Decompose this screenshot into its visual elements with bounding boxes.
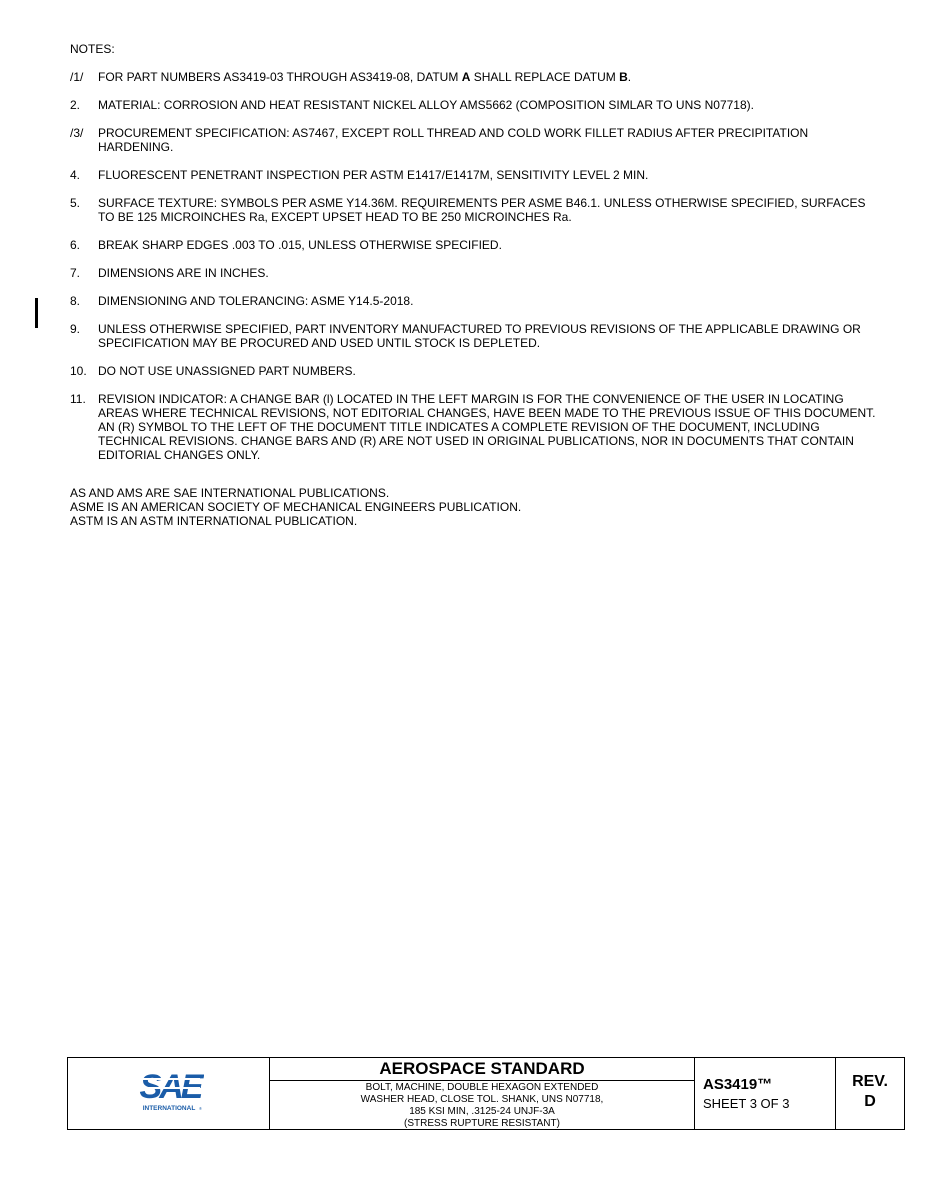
note-text: SURFACE TEXTURE: SYMBOLS PER ASME Y14.36M. REQUIREMENTS PER ASME B46.1. UNLESS OTHERWISE SPECIFIED, SURFACES TO BE 125 MICROINCHES Ra, EXCEPT UPSET HEAD TO BE 250 MICROINCHES Ra. xyxy=(98,196,866,224)
revision-cell xyxy=(836,1058,904,1129)
title-block xyxy=(67,1057,905,1130)
note-item xyxy=(70,238,880,252)
note-item xyxy=(70,196,880,224)
note-text-part: . xyxy=(627,70,632,84)
note-number: 11. xyxy=(70,392,86,406)
note-text: DIMENSIONS ARE IN INCHES. xyxy=(98,266,269,280)
description-line: 185 KSI MIN, .3125-24 UNJF-3A xyxy=(409,1106,555,1117)
note-item xyxy=(70,364,880,378)
sheet-number: SHEET 3 OF 3 xyxy=(703,1096,790,1111)
change-bar xyxy=(35,298,38,328)
note-number: 9. xyxy=(70,322,81,336)
note-number: 8. xyxy=(70,294,81,308)
note-item xyxy=(70,322,880,350)
note-number: 7. xyxy=(70,266,81,280)
note-text: MATERIAL: CORROSION AND HEAT RESISTANT NICKEL ALLOY AMS5662 (COMPOSITION SIMLAR TO UNS N07718). xyxy=(98,98,754,112)
note-number: /1/ xyxy=(70,70,84,84)
logo-subtext: INTERNATIONAL xyxy=(142,1105,196,1112)
document-number: AS3419™ xyxy=(703,1076,773,1093)
notes-list xyxy=(70,70,880,476)
note-text: DO NOT USE UNASSIGNED PART NUMBERS. xyxy=(98,364,356,378)
note-text: FLUORESCENT PENETRANT INSPECTION PER ASTM E1417/E1417M, SENSITIVITY LEVEL 2 MIN. xyxy=(98,168,649,182)
note-item xyxy=(70,168,880,182)
note-text: REVISION INDICATOR: A CHANGE BAR (l) LOCATED IN THE LEFT MARGIN IS FOR THE CONVENIENCE OF THE USER IN LOCATING AREAS WHERE TECHNICAL REVISIONS, NOT EDITORIAL CHANGES, HAVE BEEN MADE TO THE PREVIOUS ISSUE OF THIS DOCUMENT. AN (R) SYMBOL TO THE LEFT OF THE DOCUMENT TITLE INDICATES A COMPLETE REVISION OF THE DOCUMENT, INCLUDING TECHNICAL REVISIONS. CHANGE BARS AND (R) ARE NOT USED IN ORIGINAL PUBLICATIONS, NOR IN DOCUMENTS THAT CONTAIN EDITORIAL CHANGES ONLY. xyxy=(98,392,876,462)
note-number: /3/ xyxy=(70,126,84,140)
note-text-part: FOR PART NUMBERS AS3419-03 THROUGH AS3419-08, DATUM xyxy=(98,70,462,84)
standard-heading: AEROSPACE STANDARD xyxy=(270,1058,694,1081)
logo-cell xyxy=(68,1058,270,1129)
standard-description xyxy=(270,1081,694,1130)
datum-b: B xyxy=(619,70,628,84)
datum-a: A xyxy=(461,70,471,84)
note-item xyxy=(70,126,880,154)
note-item xyxy=(70,70,880,84)
note-number: 4. xyxy=(70,168,81,182)
publication-line: ASME IS AN AMERICAN SOCIETY OF MECHANICAL ENGINEERS PUBLICATION. xyxy=(70,500,522,514)
note-text: PROCUREMENT SPECIFICATION: AS7467, EXCEPT ROLL THREAD AND COLD WORK FILLET RADIUS AFTER PRECIPITATION HARDENING. xyxy=(98,126,809,154)
description-line: (STRESS RUPTURE RESISTANT) xyxy=(404,1118,560,1129)
title-cell xyxy=(270,1058,695,1129)
revision-value: D xyxy=(864,1093,876,1110)
logo-wordmark: SAE xyxy=(139,1068,201,1106)
note-item xyxy=(70,392,880,462)
note-text: BREAK SHARP EDGES .003 TO .015, UNLESS OTHERWISE SPECIFIED. xyxy=(98,238,502,252)
description-line: WASHER HEAD, CLOSE TOL. SHANK, UNS N07718, xyxy=(360,1094,604,1105)
note-number: 10. xyxy=(70,364,87,378)
note-item xyxy=(70,266,880,280)
description-line: BOLT, MACHINE, DOUBLE HEXAGON EXTENDED xyxy=(365,1082,599,1093)
publication-line: ASTM IS AN ASTM INTERNATIONAL PUBLICATION. xyxy=(70,514,358,528)
note-number: 5. xyxy=(70,196,81,210)
document-cell xyxy=(695,1058,836,1129)
svg-text:®: ® xyxy=(199,1106,202,1111)
note-number: 6. xyxy=(70,238,81,252)
note-item xyxy=(70,98,880,112)
publication-line: AS AND AMS ARE SAE INTERNATIONAL PUBLICATIONS. xyxy=(70,486,390,500)
revision-label: REV. xyxy=(852,1073,888,1090)
note-text xyxy=(98,70,880,84)
note-text: DIMENSIONING AND TOLERANCING: ASME Y14.5-2018. xyxy=(98,294,414,308)
note-number: 2. xyxy=(70,98,81,112)
note-text-part: SHALL REPLACE DATUM xyxy=(470,70,620,84)
sae-logo-icon xyxy=(136,1067,204,1115)
note-text: UNLESS OTHERWISE SPECIFIED, PART INVENTORY MANUFACTURED TO PREVIOUS REVISIONS OF THE APPLICABLE DRAWING OR SPECIFICATION MAY BE PROCURED AND USED UNTIL STOCK IS DEPLETED. xyxy=(98,322,861,350)
notes-heading: NOTES: xyxy=(70,42,115,56)
note-item xyxy=(70,294,880,308)
publications xyxy=(70,486,521,528)
